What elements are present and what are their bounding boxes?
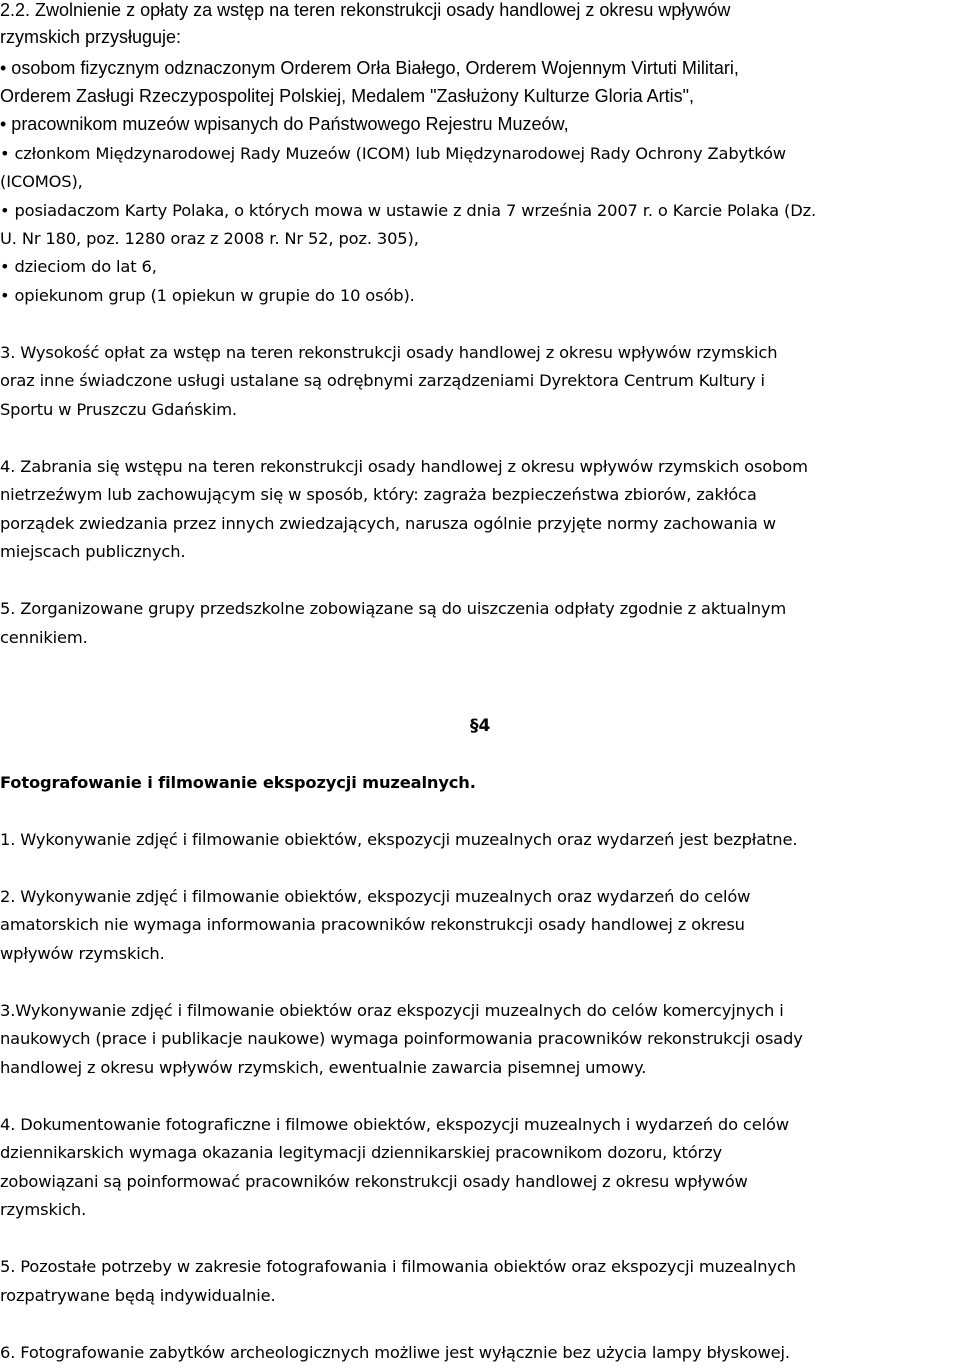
- point3-line-2: oraz inne świadczone usługi ustalane są odrębnymi zarządzeniami Dyrektora Centrum Kultury i: [0, 371, 765, 390]
- sec22-line-7: (ICOMOS),: [0, 172, 83, 191]
- sec4-item3-line-1: 3.Wykonywanie zdjęć i filmowanie obiektów oraz ekspozycji muzealnych do celów komercyjnych i: [0, 1001, 784, 1020]
- sec22-line-5: • pracownikom muzeów wpisanych do Państwowego Rejestru Muzeów,: [0, 114, 569, 134]
- section-number: §4: [470, 716, 491, 736]
- sec4-item4-line-4: rzymskich.: [0, 1200, 87, 1219]
- point4-line-1: 4. Zabrania się wstępu na teren rekonstrukcji osady handlowej z okresu wpływów rzymskich osobom: [0, 457, 808, 476]
- sec4-item4-line-3: zobowiązani są poinformować pracowników rekonstrukcji osady handlowej z okresu wpływów: [0, 1172, 748, 1191]
- point4-line-2: nietrzeźwym lub zachowującym się w sposób, który: zagraża bezpieczeństwa zbiorów, zakłóca: [0, 485, 757, 504]
- point4-line-4: miejscach publicznych.: [0, 542, 186, 561]
- sec22-line-11: • opiekunom grup (1 opiekun w grupie do 10 osób).: [0, 286, 415, 305]
- sec4-item3-line-2: naukowych (prace i publikacje naukowe) wymaga poinformowania pracowników rekonstrukcji osady: [0, 1029, 803, 1048]
- point5-line-1: 5. Zorganizowane grupy przedszkolne zobowiązane są do uiszczenia odpłaty zgodnie z aktualnym: [0, 599, 787, 618]
- section-title: Fotografowanie i filmowanie ekspozycji muzealnych.: [0, 773, 476, 792]
- sec4-item6-line-1: 6. Fotografowanie zabytków archeologicznych możliwe jest wyłącznie bez użycia lampy błyskowej.: [0, 1343, 790, 1362]
- sec4-item5-line-2: rozpatrywane będą indywidualnie.: [0, 1286, 276, 1305]
- sec22-line-4: Orderem Zasługi Rzeczypospolitej Polskiej, Medalem "Zasłużony Kulturze Gloria Artis",: [0, 86, 695, 106]
- sec4-item4-line-2: dziennikarskich wymaga okazania legitymacji dziennikarskiej pracownikom dozoru, którzy: [0, 1143, 722, 1162]
- point3-line-1: 3. Wysokość opłat za wstęp na teren rekonstrukcji osady handlowej z okresu wpływów rzymskich: [0, 343, 778, 362]
- sec4-item2-line-2: amatorskich nie wymaga informowania pracowników rekonstrukcji osady handlowej z okresu: [0, 915, 745, 934]
- sec22-line-1: 2.2. Zwolnienie z opłaty za wstęp na teren rekonstrukcji osady handlowej z okresu wpływów: [0, 0, 731, 20]
- sec4-item2-line-1: 2. Wykonywanie zdjęć i filmowanie obiektów, ekspozycji muzealnych oraz wydarzeń do celów: [0, 887, 751, 906]
- sec4-item5-line-1: 5. Pozostałe potrzeby w zakresie fotografowania i filmowania obiektów oraz ekspozycji muzealnych: [0, 1257, 796, 1276]
- point4-line-3: porządek zwiedzania przez innych zwiedzających, narusza ogólnie przyjęte normy zachowania w: [0, 514, 776, 533]
- sec22-line-2: rzymskich przysługuje:: [0, 27, 182, 47]
- sec4-item3-line-3: handlowej z okresu wpływów rzymskich, ewentualnie zawarcia pisemnej umowy.: [0, 1058, 647, 1077]
- point3-line-3: Sportu w Pruszczu Gdańskim.: [0, 400, 237, 419]
- sec4-item2-line-3: wpływów rzymskich.: [0, 944, 165, 963]
- sec4-item4-line-1: 4. Dokumentowanie fotograficzne i filmowe obiektów, ekspozycji muzealnych i wydarzeń do celów: [0, 1115, 789, 1134]
- sec22-line-6: • członkom Międzynarodowej Rady Muzeów (ICOM) lub Międzynarodowej Rady Ochrony Zabytków: [0, 144, 786, 163]
- sec22-line-3: • osobom fizycznym odznaczonym Orderem Orła Białego, Orderem Wojennym Virtuti Militari,: [0, 58, 739, 78]
- sec22-line-10: • dzieciom do lat 6,: [0, 257, 157, 276]
- point5-line-2: cennikiem.: [0, 628, 88, 647]
- sec22-line-9: U. Nr 180, poz. 1280 oraz z 2008 r. Nr 52, poz. 305),: [0, 229, 419, 248]
- sec22-line-8: • posiadaczom Karty Polaka, o których mowa w ustawie z dnia 7 września 2007 r. o Karcie Polaka (Dz.: [0, 201, 817, 220]
- sec4-item1-line-1: 1. Wykonywanie zdjęć i filmowanie obiektów, ekspozycji muzealnych oraz wydarzeń jest bezpłatne.: [0, 830, 798, 849]
